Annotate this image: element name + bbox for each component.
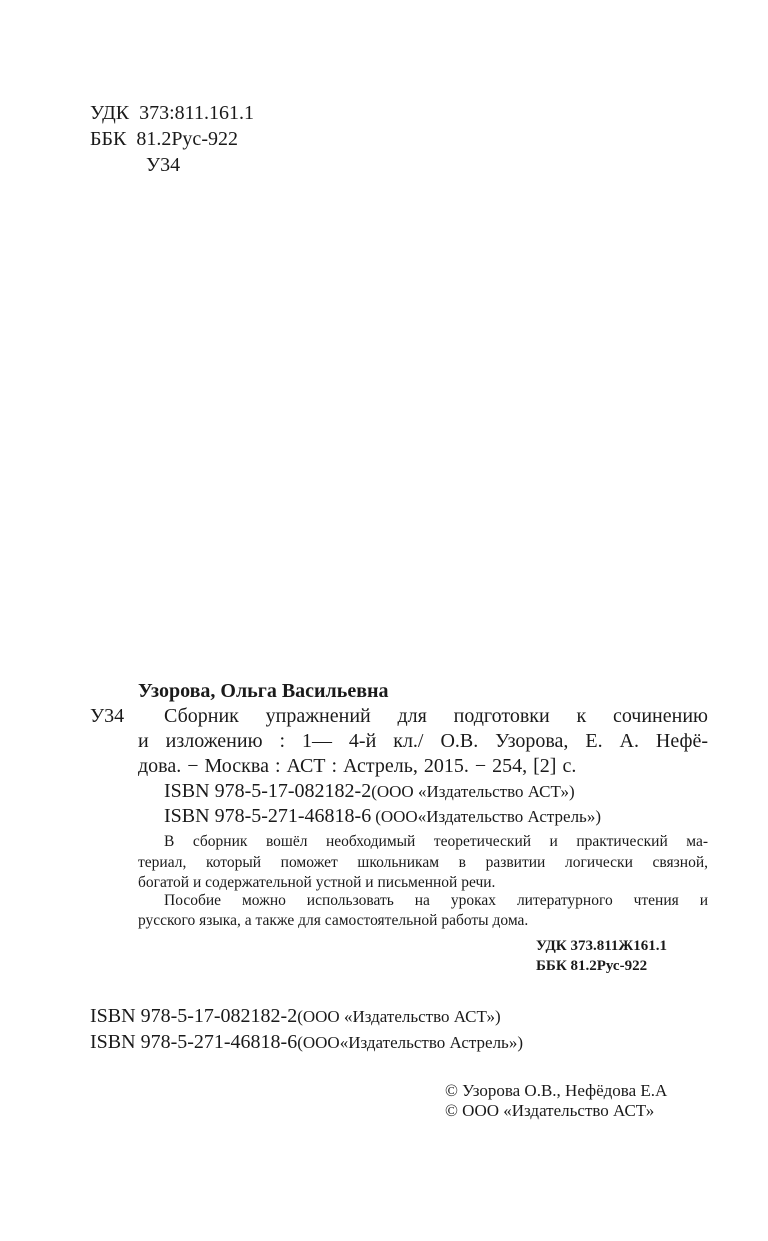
isbn-1-number: ISBN 978-5-17-082182-2: [90, 1005, 298, 1027]
card-isbn-2: [164, 805, 601, 828]
card-isbn-1: [164, 780, 575, 803]
card-mark: У34: [90, 705, 125, 727]
copyright-line-2: © ООО «Издательство АСТ»: [445, 1101, 655, 1120]
annotation-p1-line-2: териал, который поможет школьникам в развитии логически связной,: [138, 854, 708, 871]
card-isbn-1-number: ISBN 978-5-17-082182-2: [164, 780, 372, 802]
annotation-p1-line-1: В сборник вошёл необходимый теоретический и практический ма-: [164, 833, 708, 850]
annotation-p1-line-3: богатой и содержательной устной и письменной речи.: [138, 874, 496, 891]
card-isbn-2-publisher: (ООО«Издательство Астрель»): [375, 807, 601, 826]
bbk-label: ББК: [90, 128, 127, 150]
author-mark-top: У34: [146, 154, 181, 176]
card-title-line-1: Сборник упражнений для подготовки к сочинению: [164, 705, 708, 727]
isbn-line-2: [90, 1031, 523, 1054]
card-udk-short: УДК 373.811Ж161.1: [536, 938, 667, 954]
card-bbk-short: ББК 81.2Рус-922: [536, 958, 648, 974]
udk-line: [90, 102, 254, 125]
card-isbn-1-publisher: (ООО «Издательство АСТ»): [371, 782, 575, 801]
isbn-line-1: [90, 1005, 501, 1028]
isbn-2-publisher: (ООО«Издательство Астрель»): [297, 1033, 523, 1052]
annotation-p2-line-1: Пособие можно использовать на уроках литературного чтения и: [164, 892, 708, 909]
udk-value: 373:811.161.1: [139, 102, 254, 124]
card-title-line-3: дова. − Москва : АСТ : Астрель, 2015. − 254, [2] с.: [138, 755, 577, 777]
isbn-1-publisher: (ООО «Издательство АСТ»): [297, 1007, 501, 1026]
card-title-line-2: и изложению : 1— 4-й кл./ О.В. Узорова, Е. А. Нефё-: [138, 730, 708, 752]
bbk-value: 81.2Рус-922: [136, 128, 238, 150]
isbn-2-number: ISBN 978-5-271-46818-6: [90, 1031, 298, 1053]
copyright-line-1: © Узорова О.В., Нефёдова Е.А: [445, 1081, 668, 1100]
udk-label: УДК: [90, 102, 130, 124]
card-isbn-2-number: ISBN 978-5-271-46818-6: [164, 805, 372, 827]
annotation-p2-line-2: русского языка, а также для самостоятельной работы дома.: [138, 912, 529, 929]
card-author: Узорова, Ольга Васильевна: [138, 680, 389, 702]
bbk-line: [90, 128, 238, 151]
